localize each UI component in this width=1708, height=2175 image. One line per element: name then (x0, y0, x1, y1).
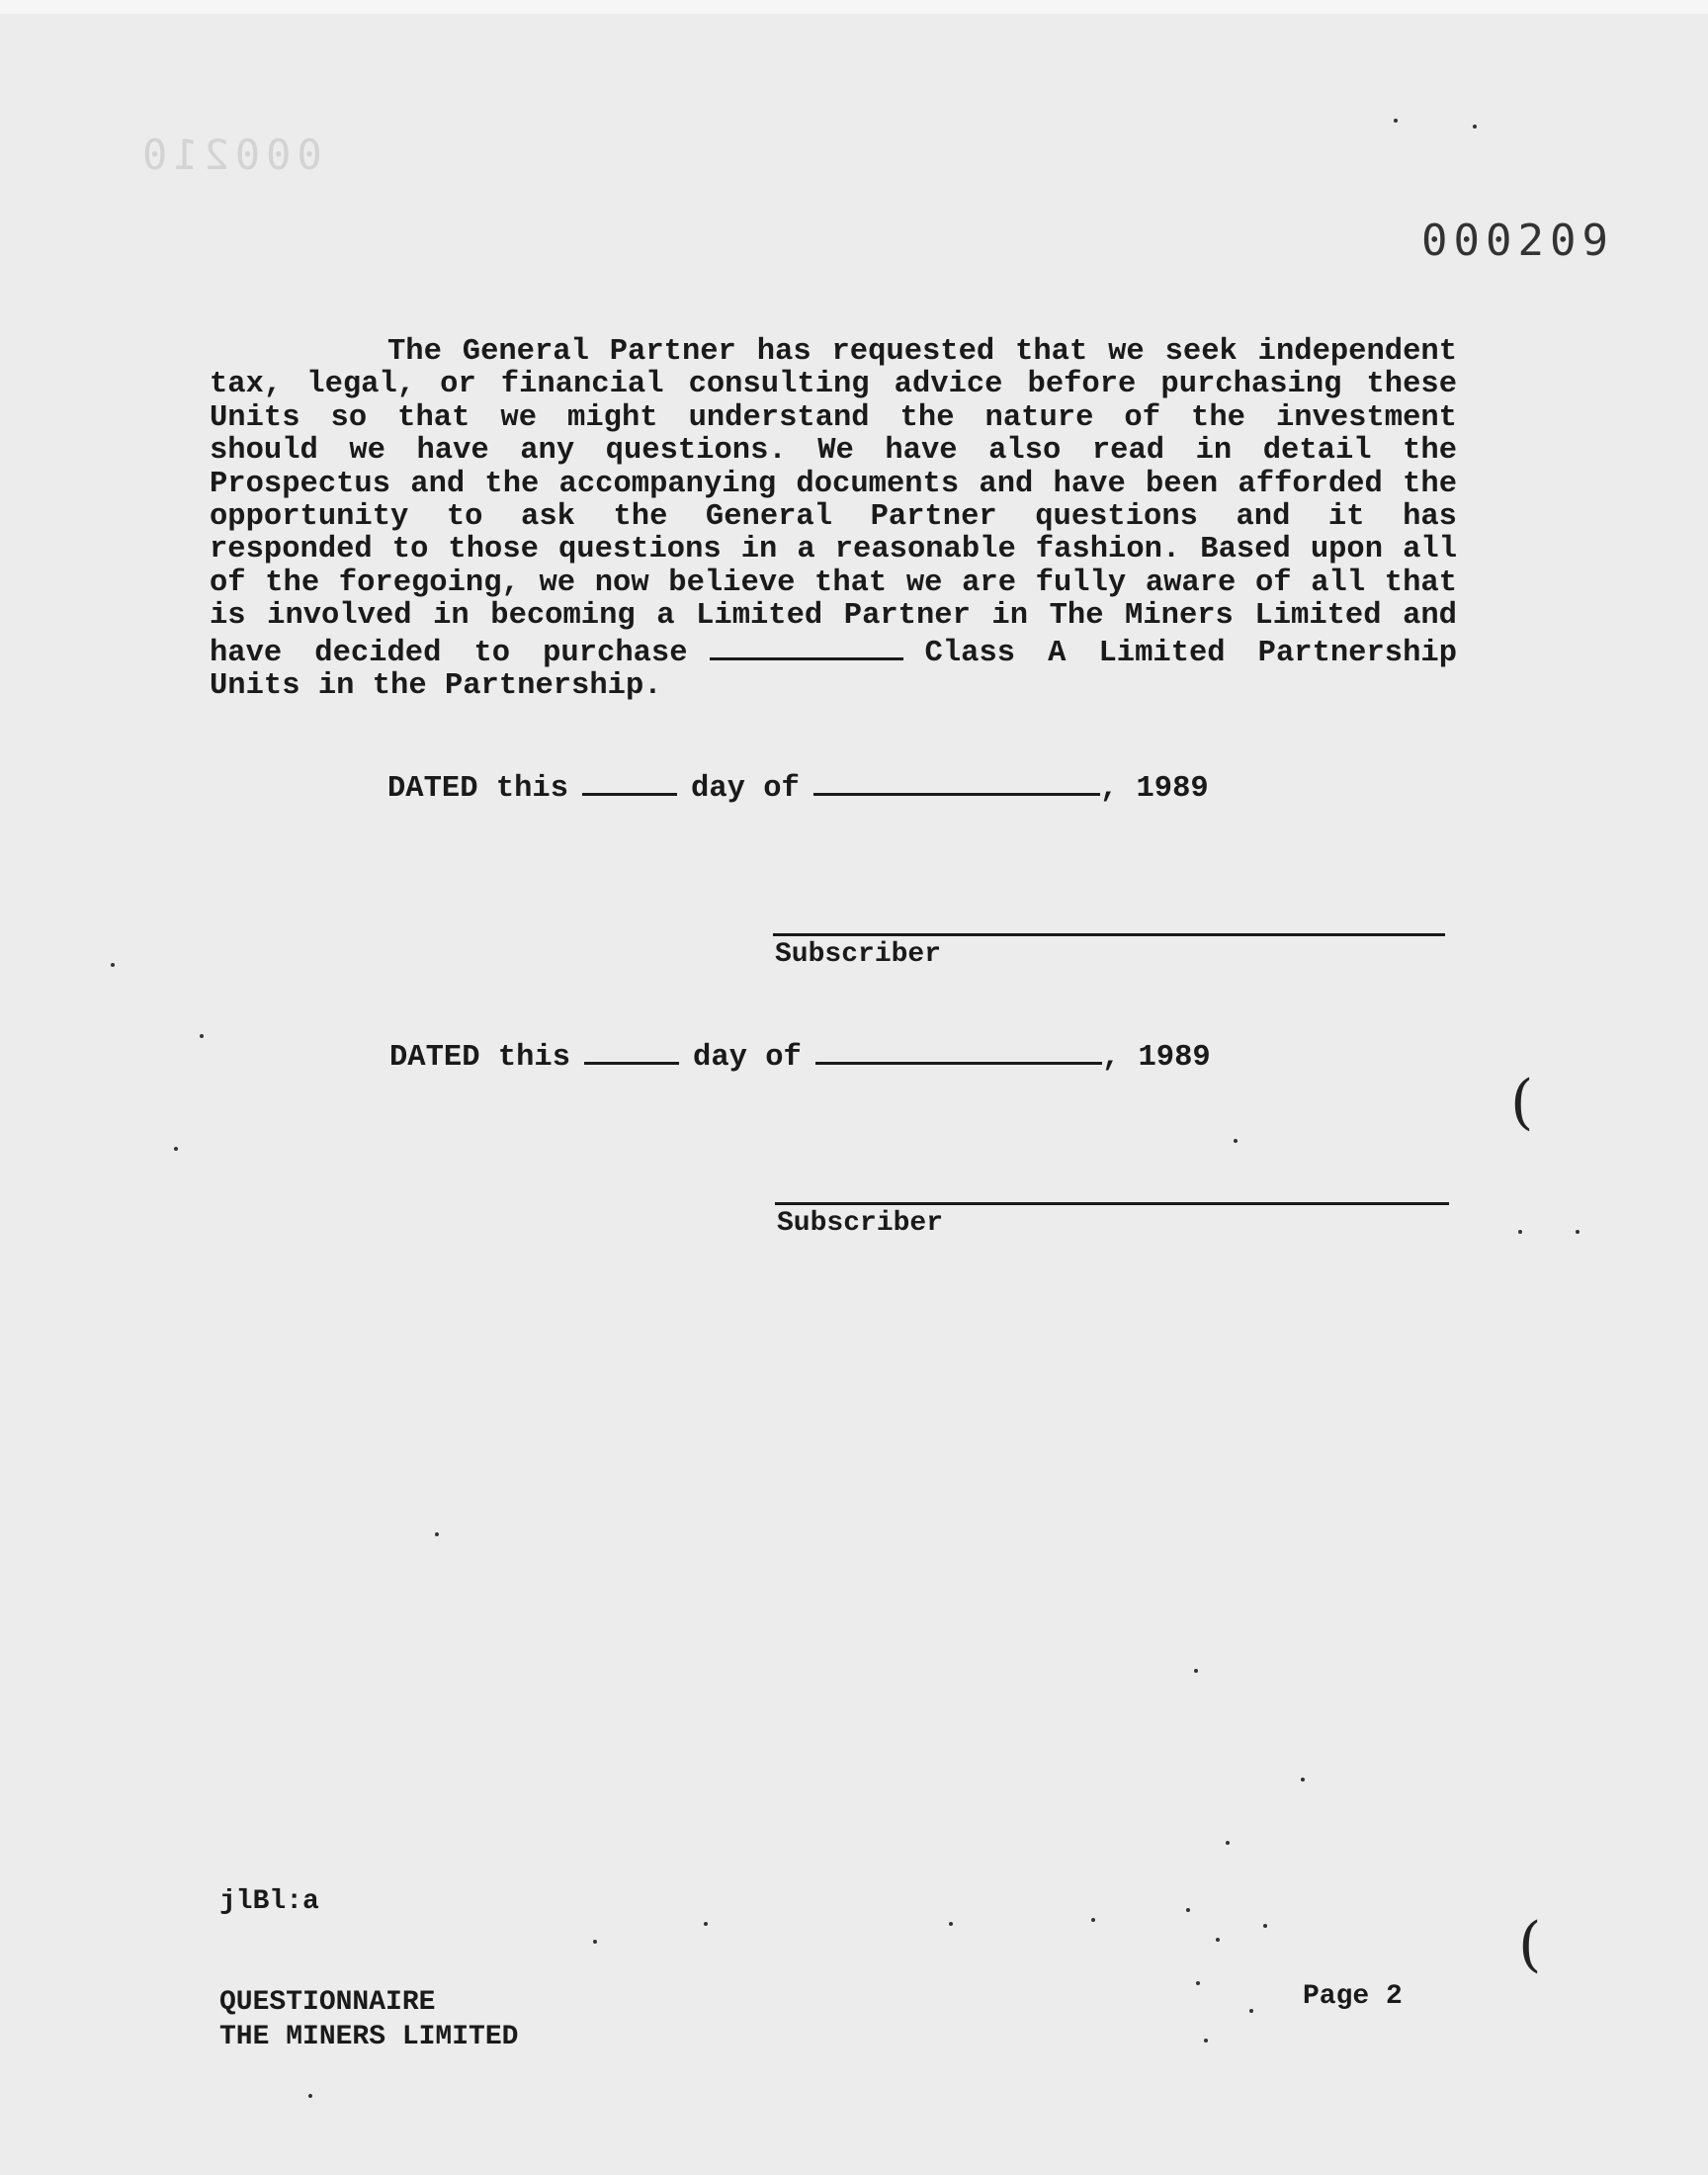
scan-speck (1226, 1841, 1230, 1845)
scan-speck (1518, 1230, 1522, 1234)
footer-title-line-2: THE MINERS LIMITED (219, 2022, 519, 2052)
scan-speck (1249, 2009, 1253, 2013)
paragraph-tail: Class A Limited Partnership Units in the Partnership. (210, 636, 1457, 704)
dated-middle: day of (693, 1041, 802, 1075)
scan-speck (1234, 1139, 1238, 1143)
scan-mark-paren: ( (1518, 1910, 1542, 1979)
dated-prefix: DATED this (387, 772, 569, 806)
dated-line-2 (389, 1038, 1211, 1075)
day-blank[interactable] (584, 1038, 679, 1065)
scan-speck (1576, 1230, 1580, 1234)
scan-speck (1204, 2039, 1208, 2043)
scan-speck (1301, 1778, 1305, 1782)
month-blank[interactable] (815, 1038, 1102, 1065)
dated-prefix: DATED this (389, 1041, 571, 1075)
day-blank[interactable] (582, 769, 677, 796)
dated-line-1 (387, 769, 1209, 806)
scan-speck (704, 1922, 708, 1926)
scan-speck (1216, 1938, 1220, 1942)
scan-speck (435, 1532, 439, 1536)
bleed-through-stamp: 000210 (136, 130, 322, 179)
reference-code: jlBl:a (219, 1886, 319, 1917)
dated-year: , 1989 (1099, 772, 1209, 806)
scan-speck (174, 1147, 178, 1151)
scan-speck (593, 1940, 597, 1944)
scan-mark-paren: ( (1510, 1068, 1534, 1137)
dated-year: , 1989 (1101, 1041, 1211, 1075)
scan-speck (1186, 1908, 1190, 1912)
scan-speck (1091, 1918, 1095, 1922)
scan-speck (200, 1034, 204, 1038)
scan-speck (1194, 1669, 1198, 1673)
scan-speck (1196, 1981, 1200, 1985)
signature-line-1[interactable] (773, 933, 1445, 936)
month-blank[interactable] (813, 769, 1100, 796)
units-quantity-blank[interactable] (710, 634, 903, 660)
footer-title (219, 1985, 518, 2054)
page-number: Page 2 (1303, 1981, 1403, 2012)
scan-speck (1263, 1924, 1267, 1928)
body-paragraph (210, 336, 1457, 703)
scan-speck (308, 2094, 312, 2098)
dated-middle: day of (691, 772, 800, 806)
scan-speck (949, 1922, 953, 1926)
signature-line-2[interactable] (775, 1202, 1449, 1205)
scan-speck (1394, 119, 1398, 123)
document-stamp-number: 000209 (1421, 216, 1614, 266)
scan-speck (1473, 125, 1477, 129)
scan-speck (111, 963, 115, 967)
subscriber-label-1: Subscriber (775, 939, 942, 970)
subscriber-label-2: Subscriber (777, 1208, 944, 1239)
paragraph-text: The General Partner has requested that we seek independent tax, legal, or financial consulting advice before purchasing these Units so that we might understand the nature of the investment should we have any questions. We have also read in detail the Prospectus and the accompanying documents and have been afforded the opportunity to ask the General Partner questions and it has responded to those questions in a reasonable fashion. Based upon all of the foregoing, we now believe that we are fully aware of all that is involved in becoming a Limited Partner in The Miners Limited and have decided to purchase (210, 335, 1457, 670)
footer-title-line-1: QUESTIONNAIRE (219, 1987, 436, 2018)
